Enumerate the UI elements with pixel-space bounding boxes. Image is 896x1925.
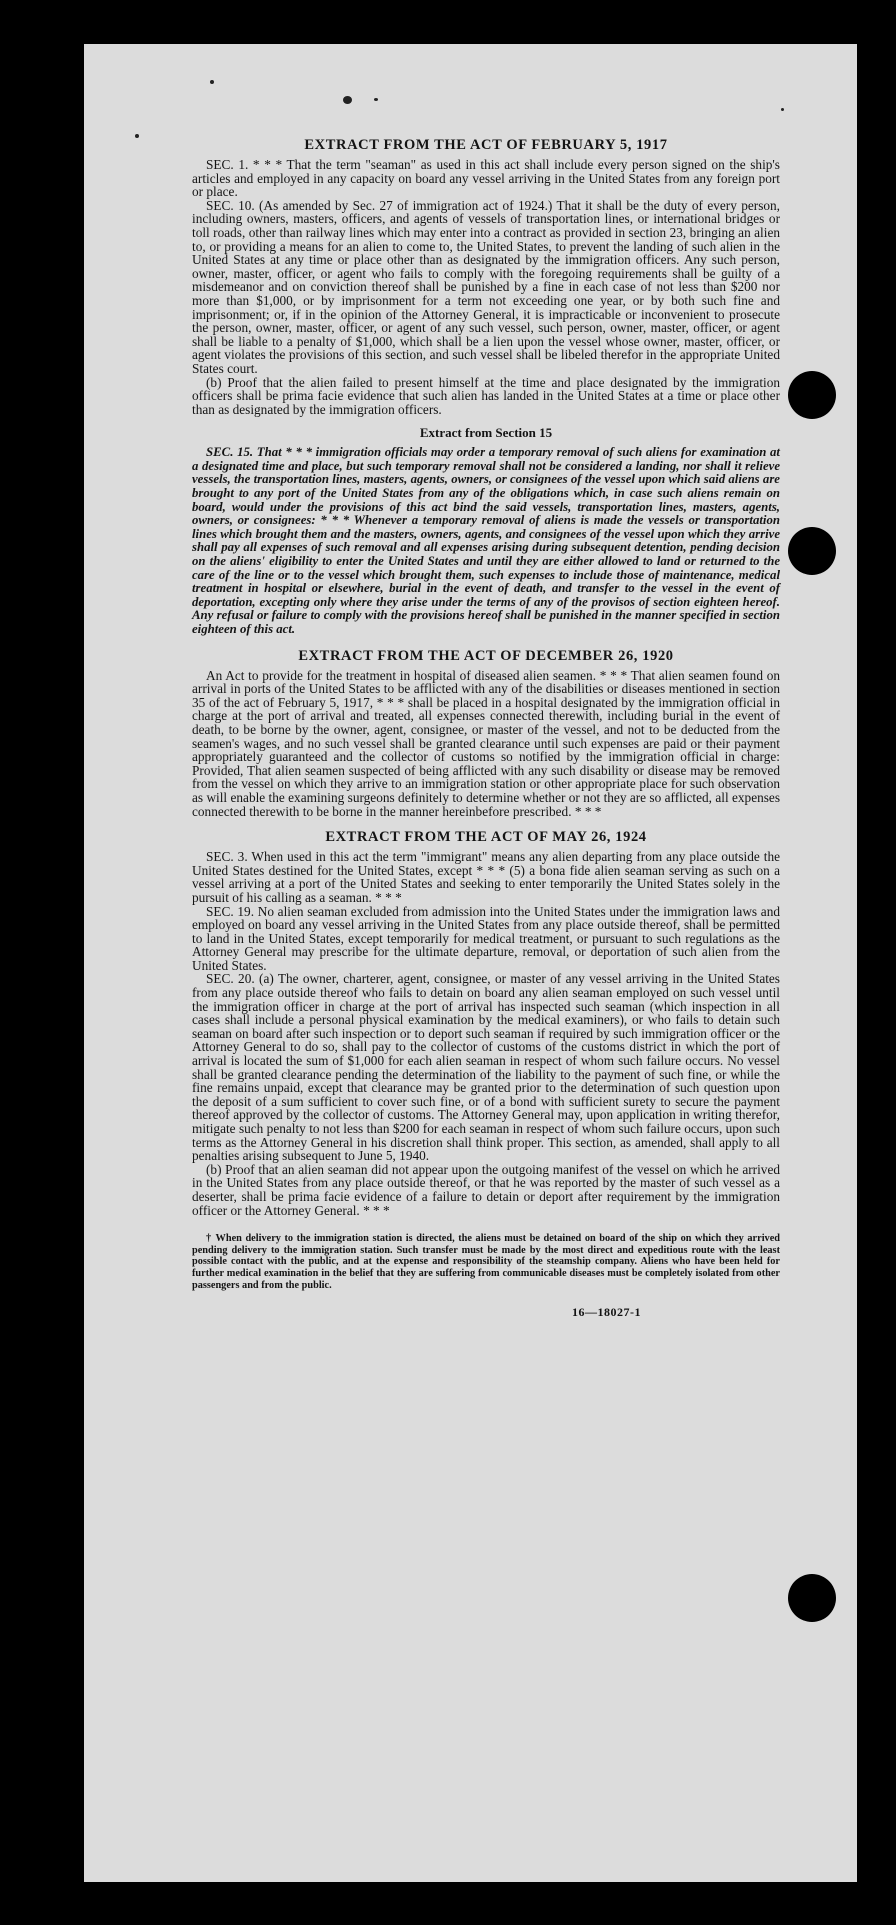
binder-punch-hole bbox=[788, 527, 836, 575]
section-act-1917 bbox=[192, 132, 780, 416]
section-heading: EXTRACT FROM THE ACT OF FEBRUARY 5, 1917 bbox=[304, 137, 668, 153]
ink-speck bbox=[135, 134, 139, 138]
ink-speck bbox=[781, 108, 784, 111]
section-paragraph: An Act to provide for the treatment in hospital of diseased alien seamen. * * * That alien seamen found on arrival in ports of the United States to be afflicted with any of the disabilities or diseases mentioned in section 35 of the act of February 5, 1917, * * * shall be placed in a hospital designated by the immigration official in charge at the port of arrival and treated, all expenses connected therewith, including burial in the event of death, to be borne by the owner, agent, consignee, or master of the vessel, and not to be deducted from the seamen's wages, and no such vessel shall be granted clearance until such expenses are paid or their payment appropriately guaranteed and the collector of customs so notified by the immigration official in charge: Provided, That alien seamen suspected of being afflicted with any such disability or disease may be removed from the vessel on which they arrive to an immigration station or other appropriate place for such observation as will enable the examining surgeons definitely to determine whether or not they are so afflicted, all expenses connected therewith to be borne in the manner hereinbefore prescribed. * * * bbox=[192, 667, 780, 819]
ink-speck bbox=[343, 96, 352, 104]
section-paragraph: SEC. 20. (a) The owner, charterer, agent, consignee, or master of any vessel arriving in the United States from any place outside thereof who fails to detain on board any alien seaman employed on such vessel until the immigration officer in charge at the port of arrival has inspected such seaman (which inspection in all cases shall include a personal physical examination by the medical examiners), or who fails to detain such seaman on board after such inspection or to deport such seaman if required by such immigration officer or the Attorney General to do so, shall pay to the collector of customs of the customs district in which the port of arrival is located the sum of $1,000 for each alien seaman in respect of whom such failure occurs. No vessel shall be granted clearance pending the determination of the liability to the payment of such fine, or while the fine remains unpaid, except that clearance may be granted prior to the determination of such question upon the deposit of a sum sufficient to cover such fine, or of a bond with sufficient surety to secure the payment thereof approved by the collector of customs. The Attorney General may, upon application in writing therefor, mitigate such penalty to not less than $200 for each seaman in respect of whom such failure occurs, upon such terms as the Attorney General in his discretion shall think proper. This section, as amended, shall apply to all penalties arising subsequent to June 5, 1940. bbox=[192, 971, 780, 1164]
form-number: 16—18027-1 bbox=[572, 1305, 641, 1320]
document-body bbox=[192, 132, 780, 1320]
section-paragraph: SEC. 19. No alien seaman excluded from admission into the United States under the immigration laws and employed on board any vessel arriving in the United States from any place outside thereof, shall be permitted to land in the United States, except temporarily for medical treatment, or pursuant to such regulations as the Attorney General may prescribe for the ultimate departure, removal, or deportation of such alien from the United States. bbox=[192, 903, 780, 973]
section-extract-15 bbox=[192, 420, 780, 636]
footnote: † When delivery to the immigration station is directed, the aliens must be detained on board of the ship on which they arrived pending delivery to the immigration station. Such transfer must be made by the most direct and expeditious route with the least possible contact with the public, and at the expense and responsibility of the steamship company. Aliens who have been held for further medical examination in the belief that they are suffering from communicable diseases must be completely isolated from other passengers and from the public. bbox=[192, 1233, 780, 1291]
section-paragraph: (b) Proof that the alien failed to present himself at the time and place designated by the immigration officers shall be prima facie evidence that such alien has landed in the United States at a time or place other than as designated by the immigration officers. bbox=[192, 374, 780, 417]
section-paragraph: SEC. 10. (As amended by Sec. 27 of immigration act of 1924.) That it shall be the duty of every person, including owners, masters, officers, and agents of vessels of transportation lines, or international bridges or toll roads, other than railway lines which may enter into a contract as provided in section 23, bringing an alien to, or providing a means for an alien to come to, the United States, to prevent the landing of such alien in the United States at any time or place other than as designated by the immigration officers. Any such person, owner, master, officer, or agent who fails to comply with the foregoing requirements shall be guilty of a misdemeanor and on conviction thereof shall be punished by a fine in each case of not less than $200 nor more than $1,000, or by imprisonment for a term not exceeding one year, or by both such fine and imprisonment; or, if in the opinion of the Attorney General, it is impracticable or inconvenient to prosecute the person, owner, master, officer, or agent of any such vessel, such person, owner, master, officer, or agent shall be liable to a penalty of $1,000, which shall be a lien upon the vessel whose owner, master, officer, or agent violates the provisions of this section, and such vessel shall be libeled therefor in the appropriate United States court. bbox=[192, 197, 780, 376]
section-paragraph: SEC. 1. * * * That the term "seaman" as used in this act shall include every person signed on the ship's articles and employed in any capacity on board any vessel arriving in the United States from any foreign port or place. bbox=[192, 157, 780, 200]
section-paragraph: (b) Proof that an alien seaman did not appear upon the outgoing manifest of the vessel on which he arrived in the United States from any place outside thereof, or that he was reported by the master of such vessel as a deserter, shall be prima facie evidence of a failure to detain or deport after requirement by the immigration officer or the Attorney General. * * * bbox=[192, 1161, 780, 1218]
ink-speck bbox=[374, 98, 378, 101]
binder-punch-hole bbox=[788, 371, 836, 419]
binder-punch-hole bbox=[788, 1574, 836, 1622]
section-heading: EXTRACT FROM THE ACT OF DECEMBER 26, 1920 bbox=[298, 647, 674, 664]
section-paragraph: SEC. 3. When used in this act the term "immigrant" means any alien departing from any place outside the United States destined for the United States, except * * * (5) a bona fide alien seaman serving as such on a vessel arriving at a port of the United States and seeking to enter temporarily the United States solely in the pursuit of his calling as a seaman. * * * bbox=[192, 849, 780, 905]
section-act-1920 bbox=[192, 643, 780, 819]
section-act-1924 bbox=[192, 824, 780, 1217]
document-page bbox=[84, 44, 857, 1882]
section-subheading: Extract from Section 15 bbox=[419, 425, 553, 441]
section-paragraph: SEC. 15. That * * * immigration officials may order a temporary removal of such aliens for examination at a designated time and place, but such temporary removal shall not be considered a landing, nor shall it relieve vessels, the transportation lines, masters, agents, owners, or consignees of the vessel upon which said aliens are brought to any port of the United States from any of the obligations which, in case such aliens remain on board, would under the provisions of this act bind the said vessels, transportation lines, masters, agents, owners, or consignees: * * * Whenever a temporary removal of aliens is made the vessels or transportation lines which brought them and the masters, owners, agents, and consignees of the vessel upon which they arrive shall pay all expenses of such removal and all expenses arising during subsequent detention, pending decision on the aliens' eligibility to enter the United States and until they are either allowed to land or returned to the care of the line or to the vessel which brought them, such expenses to include those of maintenance, medical treatment in hospital or elsewhere, burial in the event of death, and transfer to the vessel in the event of deportation, excepting only where they arise under the terms of any of the provisos of section eighteen hereof. Any refusal or failure to comply with the provisions hereof shall be punished in the manner specified in section eighteen of this act. bbox=[192, 445, 780, 636]
ink-speck bbox=[210, 80, 214, 84]
section-heading: EXTRACT FROM THE ACT OF MAY 26, 1924 bbox=[325, 829, 647, 846]
